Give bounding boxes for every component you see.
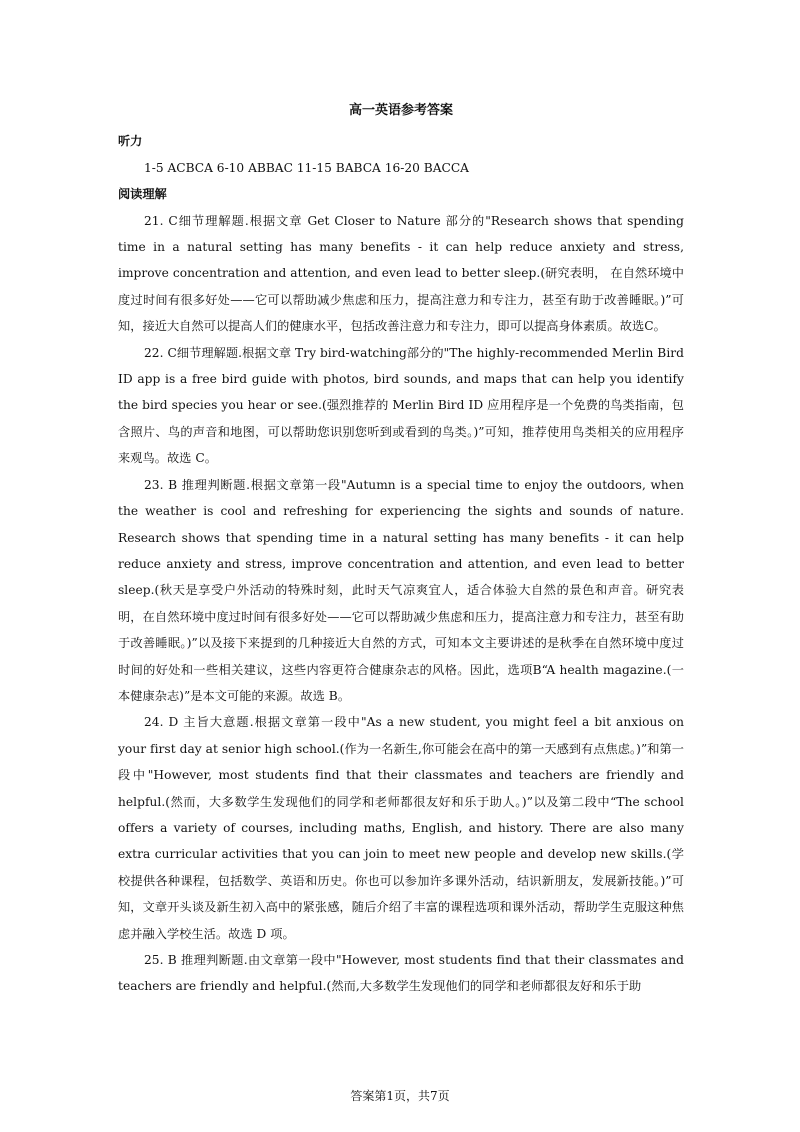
question-24-explanation: 24. D 主旨大意题.根据文章第一段中"As a new student, you might feel a bit anxious on your first day at senior high school.(作为一名新生,你可能会在高中的第一天感到有点焦虑。)”和第一段中"However, most students find that their classmates and teachers are friendly and helpful.(然而，大多数学生发现他们的同学和老师都很友好和乐于助人。)”以及第二段中“The school offers a variety of courses, including maths, English, and history. There are also many extra curricular activities that you can join to meet new people and develop new skills.(学校提供各种课程，包括数学、英语和历史。你也可以参加许多课外活动，结识新朋友，发展新技能。)”可知，文章开头谈及新生初入高中的紧张感，随后介绍了丰富的课程选项和课外活动，帮助学生克服这种焦虑并融入学校生活。故选 D 项。 xyxy=(118,715,684,941)
question-25-explanation: 25. B 推理判断题.由文章第一段中"However, most students find that their classmates and teachers are friendly and helpful.(然而,大多数学生发现他们的同学和老师都很友好和乐于助 xyxy=(118,953,684,994)
question-22-explanation: 22. C细节理解题.根据文章 Try bird-watching部分的"The highly-recommended Merlin Bird ID app is a free bird guide with photos, bird sounds, and maps that can help you identify the bird species you hear or see.(强烈推荐的 Merlin Bird ID 应用程序是一个免费的鸟类指南，包含照片、鸟的声音和地图，可以帮助您识别您听到或看到的鸟类。)”可知，推荐使用鸟类相关的应用程序来观鸟。故选 C。 xyxy=(118,345,684,466)
listening-answers: 1-5 ACBCA 6-10 ABBAC 11-15 BABCA 16-20 BACCA xyxy=(144,160,469,175)
question-21-explanation: 21. C细节理解题.根据文章 Get Closer to Nature 部分的"Research shows that spending time in a natural setting has many benefits - it can help reduce anxiety and stress, improve concentration and attention, and even lead to better sleep.(研究表明， 在自然环境中度过时间有很多好处——它可以帮助减少焦虑和压力，提高注意力和专注力，甚至有助于改善睡眠。)”可知，接近大自然可以提高人们的健康水平，包括改善注意力和专注力，即可以提高身体素质。故选C。 xyxy=(118,213,684,334)
question-23-explanation: 23. B 推理判断题.根据文章第一段"Autumn is a special time to enjoy the outdoors, when the weather is cool and refreshing for experiencing the sights and sounds of nature. Research shows that spending time in a natural setting has many benefits - it can help reduce anxiety and stress, improve concentration and attention, and even lead to better sleep.(秋天是享受户外活动的特殊时刻，此时天气凉爽宜人，适合体验大自然的景色和声音。研究表明，在自然环境中度过时间有很多好处——它可以帮助减少焦虑和压力，提高注意力和专注力，甚至有助于改善睡眠。)”以及接下来提到的几种接近大自然的方式，可知本文主要讲述的是秋季在自然环境中度过时间的好处和一些相关建议，这些内容更符合健康杂志的风格。因此，选项B“A health magazine.(一本健康杂志)”是本文可能的来源。故选 B。 xyxy=(118,477,684,703)
page-footer: 答案第1页，共7页 xyxy=(350,1089,450,1103)
page-title: 高一英语参考答案 xyxy=(348,103,453,118)
reading-heading: 阅读理解 xyxy=(118,187,167,202)
listening-heading: 听力 xyxy=(118,134,143,149)
answer-sheet-page xyxy=(118,98,684,1000)
